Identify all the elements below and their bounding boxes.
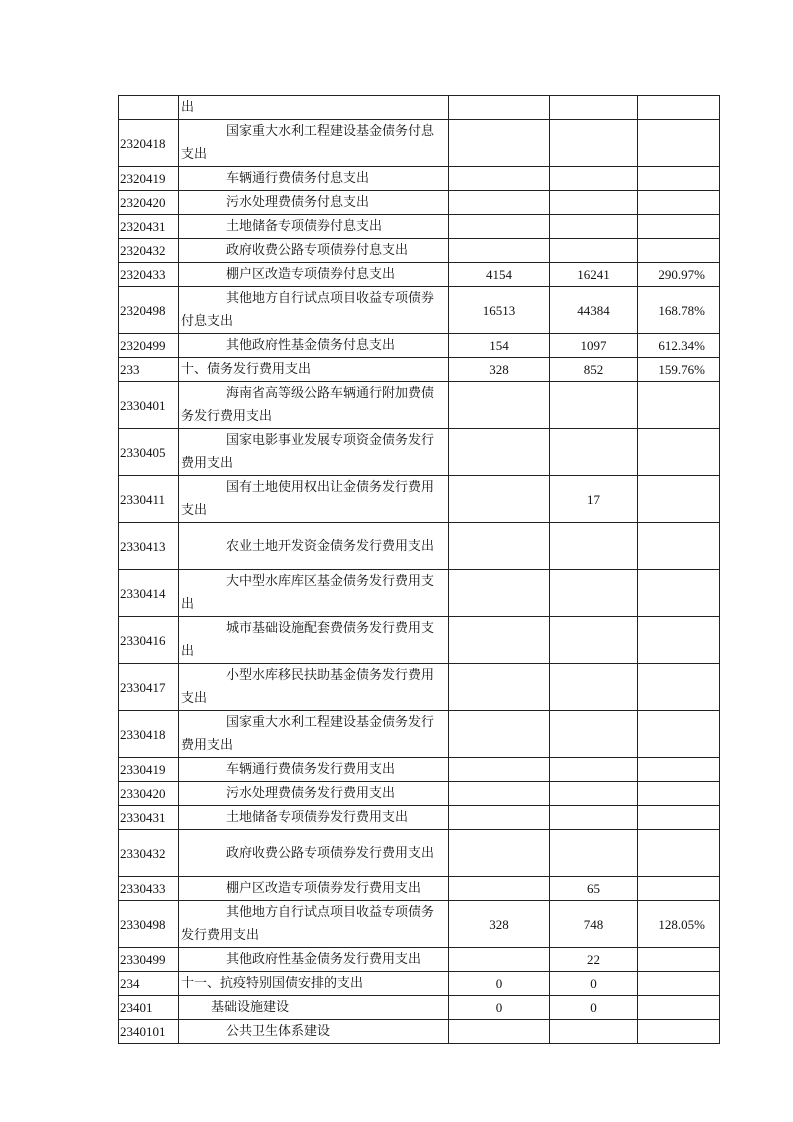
prior-year-value-cell bbox=[449, 523, 550, 570]
budget-table bbox=[118, 95, 720, 1044]
table-row bbox=[119, 901, 720, 948]
table-row bbox=[119, 476, 720, 523]
account-code-cell: 2330431 bbox=[119, 806, 179, 830]
account-code-cell: 2330418 bbox=[119, 711, 179, 758]
current-year-value-cell bbox=[550, 830, 638, 877]
prior-year-value-cell bbox=[449, 120, 550, 167]
percentage-cell bbox=[638, 877, 720, 901]
percentage-cell bbox=[638, 1020, 720, 1044]
table-row bbox=[119, 617, 720, 664]
current-year-value-cell bbox=[550, 758, 638, 782]
item-name-cell: 国家电影事业发展专项资金债务发行费用支出 bbox=[179, 429, 449, 476]
percentage-cell bbox=[638, 570, 720, 617]
table-row bbox=[119, 120, 720, 167]
percentage-cell bbox=[638, 239, 720, 263]
current-year-value-cell bbox=[550, 570, 638, 617]
prior-year-value-cell bbox=[449, 617, 550, 664]
current-year-value-cell: 748 bbox=[550, 901, 638, 948]
item-name-cell: 政府收费公路专项债券付息支出 bbox=[179, 239, 449, 263]
account-code-cell: 23401 bbox=[119, 996, 179, 1020]
table-row bbox=[119, 263, 720, 287]
current-year-value-cell bbox=[550, 215, 638, 239]
prior-year-value-cell bbox=[449, 782, 550, 806]
account-code-cell: 2330411 bbox=[119, 476, 179, 523]
account-code-cell: 2330498 bbox=[119, 901, 179, 948]
table-row bbox=[119, 806, 720, 830]
current-year-value-cell bbox=[550, 806, 638, 830]
percentage-cell: 159.76% bbox=[638, 358, 720, 382]
account-code-cell: 234 bbox=[119, 972, 179, 996]
item-name-cell: 其他地方自行试点项目收益专项债务发行费用支出 bbox=[179, 901, 449, 948]
account-code-cell: 2340101 bbox=[119, 1020, 179, 1044]
prior-year-value-cell bbox=[449, 948, 550, 972]
item-name-cell: 国家重大水利工程建设基金债务发行费用支出 bbox=[179, 711, 449, 758]
percentage-cell bbox=[638, 972, 720, 996]
account-code-cell: 2330413 bbox=[119, 523, 179, 570]
item-name-cell: 污水处理费债务付息支出 bbox=[179, 191, 449, 215]
current-year-value-cell bbox=[550, 523, 638, 570]
account-code-cell: 2320419 bbox=[119, 167, 179, 191]
account-code-cell: 2320420 bbox=[119, 191, 179, 215]
item-name-cell: 小型水库移民扶助基金债务发行费用支出 bbox=[179, 664, 449, 711]
table-row bbox=[119, 570, 720, 617]
prior-year-value-cell: 4154 bbox=[449, 263, 550, 287]
percentage-cell bbox=[638, 523, 720, 570]
item-name-cell: 公共卫生体系建设 bbox=[179, 1020, 449, 1044]
current-year-value-cell bbox=[550, 167, 638, 191]
percentage-cell bbox=[638, 782, 720, 806]
item-name-cell: 十一、抗疫特别国债安排的支出 bbox=[179, 972, 449, 996]
percentage-cell bbox=[638, 617, 720, 664]
current-year-value-cell bbox=[550, 382, 638, 429]
percentage-cell bbox=[638, 382, 720, 429]
table-row bbox=[119, 758, 720, 782]
current-year-value-cell bbox=[550, 96, 638, 120]
item-name-cell: 大中型水库库区基金债务发行费用支出 bbox=[179, 570, 449, 617]
current-year-value-cell: 1097 bbox=[550, 334, 638, 358]
item-name-cell: 棚户区改造专项债券付息支出 bbox=[179, 263, 449, 287]
table-row bbox=[119, 382, 720, 429]
current-year-value-cell bbox=[550, 120, 638, 167]
prior-year-value-cell: 16513 bbox=[449, 287, 550, 334]
item-name-cell: 污水处理费债务发行费用支出 bbox=[179, 782, 449, 806]
account-code-cell: 2320418 bbox=[119, 120, 179, 167]
item-name-cell: 海南省高等级公路车辆通行附加费债务发行费用支出 bbox=[179, 382, 449, 429]
prior-year-value-cell bbox=[449, 167, 550, 191]
table-row bbox=[119, 239, 720, 263]
item-name-cell: 棚户区改造专项债券发行费用支出 bbox=[179, 877, 449, 901]
current-year-value-cell bbox=[550, 711, 638, 758]
percentage-cell bbox=[638, 996, 720, 1020]
account-code-cell bbox=[119, 96, 179, 120]
prior-year-value-cell bbox=[449, 758, 550, 782]
prior-year-value-cell bbox=[449, 96, 550, 120]
current-year-value-cell: 0 bbox=[550, 996, 638, 1020]
table-row bbox=[119, 523, 720, 570]
table-row bbox=[119, 191, 720, 215]
item-name-cell: 车辆通行费债务付息支出 bbox=[179, 167, 449, 191]
table-row bbox=[119, 334, 720, 358]
table-row bbox=[119, 215, 720, 239]
table-row bbox=[119, 830, 720, 877]
current-year-value-cell bbox=[550, 1020, 638, 1044]
percentage-cell bbox=[638, 120, 720, 167]
current-year-value-cell bbox=[550, 664, 638, 711]
prior-year-value-cell: 328 bbox=[449, 901, 550, 948]
account-code-cell: 2320432 bbox=[119, 239, 179, 263]
current-year-value-cell: 16241 bbox=[550, 263, 638, 287]
table-row bbox=[119, 429, 720, 476]
account-code-cell: 2330433 bbox=[119, 877, 179, 901]
current-year-value-cell: 65 bbox=[550, 877, 638, 901]
current-year-value-cell bbox=[550, 191, 638, 215]
prior-year-value-cell bbox=[449, 215, 550, 239]
percentage-cell bbox=[638, 476, 720, 523]
percentage-cell bbox=[638, 191, 720, 215]
prior-year-value-cell bbox=[449, 806, 550, 830]
prior-year-value-cell: 328 bbox=[449, 358, 550, 382]
table-row bbox=[119, 287, 720, 334]
account-code-cell: 2330416 bbox=[119, 617, 179, 664]
current-year-value-cell: 0 bbox=[550, 972, 638, 996]
prior-year-value-cell: 154 bbox=[449, 334, 550, 358]
current-year-value-cell bbox=[550, 239, 638, 263]
current-year-value-cell bbox=[550, 782, 638, 806]
table-row bbox=[119, 358, 720, 382]
table-row bbox=[119, 877, 720, 901]
account-code-cell: 233 bbox=[119, 358, 179, 382]
account-code-cell: 2330499 bbox=[119, 948, 179, 972]
table-row bbox=[119, 782, 720, 806]
percentage-cell bbox=[638, 215, 720, 239]
prior-year-value-cell bbox=[449, 1020, 550, 1044]
prior-year-value-cell bbox=[449, 239, 550, 263]
current-year-value-cell bbox=[550, 429, 638, 476]
prior-year-value-cell bbox=[449, 429, 550, 476]
table-row bbox=[119, 711, 720, 758]
item-name-cell: 农业土地开发资金债务发行费用支出 bbox=[179, 523, 449, 570]
account-code-cell: 2330414 bbox=[119, 570, 179, 617]
percentage-cell: 128.05% bbox=[638, 901, 720, 948]
account-code-cell: 2330419 bbox=[119, 758, 179, 782]
prior-year-value-cell bbox=[449, 570, 550, 617]
percentage-cell bbox=[638, 758, 720, 782]
item-name-cell: 土地储备专项债券发行费用支出 bbox=[179, 806, 449, 830]
percentage-cell bbox=[638, 429, 720, 476]
current-year-value-cell: 852 bbox=[550, 358, 638, 382]
item-name-cell: 土地储备专项债券付息支出 bbox=[179, 215, 449, 239]
percentage-cell: 612.34% bbox=[638, 334, 720, 358]
percentage-cell: 168.78% bbox=[638, 287, 720, 334]
current-year-value-cell bbox=[550, 617, 638, 664]
percentage-cell bbox=[638, 167, 720, 191]
item-name-cell: 国有土地使用权出让金债务发行费用支出 bbox=[179, 476, 449, 523]
percentage-cell bbox=[638, 664, 720, 711]
item-name-cell: 基础设施建设 bbox=[179, 996, 449, 1020]
account-code-cell: 2320499 bbox=[119, 334, 179, 358]
account-code-cell: 2320431 bbox=[119, 215, 179, 239]
table-row bbox=[119, 972, 720, 996]
prior-year-value-cell: 0 bbox=[449, 972, 550, 996]
prior-year-value-cell bbox=[449, 830, 550, 877]
table-row bbox=[119, 96, 720, 120]
percentage-cell bbox=[638, 806, 720, 830]
account-code-cell: 2330420 bbox=[119, 782, 179, 806]
item-name-cell: 车辆通行费债务发行费用支出 bbox=[179, 758, 449, 782]
current-year-value-cell: 44384 bbox=[550, 287, 638, 334]
table-row bbox=[119, 1020, 720, 1044]
current-year-value-cell: 17 bbox=[550, 476, 638, 523]
prior-year-value-cell: 0 bbox=[449, 996, 550, 1020]
item-name-cell: 十、债务发行费用支出 bbox=[179, 358, 449, 382]
table-row bbox=[119, 948, 720, 972]
account-code-cell: 2330432 bbox=[119, 830, 179, 877]
prior-year-value-cell bbox=[449, 664, 550, 711]
item-name-cell: 其他政府性基金债务发行费用支出 bbox=[179, 948, 449, 972]
prior-year-value-cell bbox=[449, 191, 550, 215]
prior-year-value-cell bbox=[449, 877, 550, 901]
account-code-cell: 2320433 bbox=[119, 263, 179, 287]
item-name-cell: 其他地方自行试点项目收益专项债券付息支出 bbox=[179, 287, 449, 334]
percentage-cell: 290.97% bbox=[638, 263, 720, 287]
prior-year-value-cell bbox=[449, 711, 550, 758]
budget-table-body bbox=[119, 96, 720, 1044]
account-code-cell: 2330405 bbox=[119, 429, 179, 476]
account-code-cell: 2330417 bbox=[119, 664, 179, 711]
item-name-cell: 其他政府性基金债务付息支出 bbox=[179, 334, 449, 358]
item-name-cell: 出 bbox=[179, 96, 449, 120]
account-code-cell: 2320498 bbox=[119, 287, 179, 334]
table-row bbox=[119, 167, 720, 191]
current-year-value-cell: 22 bbox=[550, 948, 638, 972]
account-code-cell: 2330401 bbox=[119, 382, 179, 429]
item-name-cell: 政府收费公路专项债券发行费用支出 bbox=[179, 830, 449, 877]
table-row bbox=[119, 664, 720, 711]
percentage-cell bbox=[638, 830, 720, 877]
item-name-cell: 国家重大水利工程建设基金债务付息支出 bbox=[179, 120, 449, 167]
percentage-cell bbox=[638, 96, 720, 120]
percentage-cell bbox=[638, 948, 720, 972]
table-row bbox=[119, 996, 720, 1020]
prior-year-value-cell bbox=[449, 476, 550, 523]
prior-year-value-cell bbox=[449, 382, 550, 429]
item-name-cell: 城市基础设施配套费债务发行费用支出 bbox=[179, 617, 449, 664]
percentage-cell bbox=[638, 711, 720, 758]
